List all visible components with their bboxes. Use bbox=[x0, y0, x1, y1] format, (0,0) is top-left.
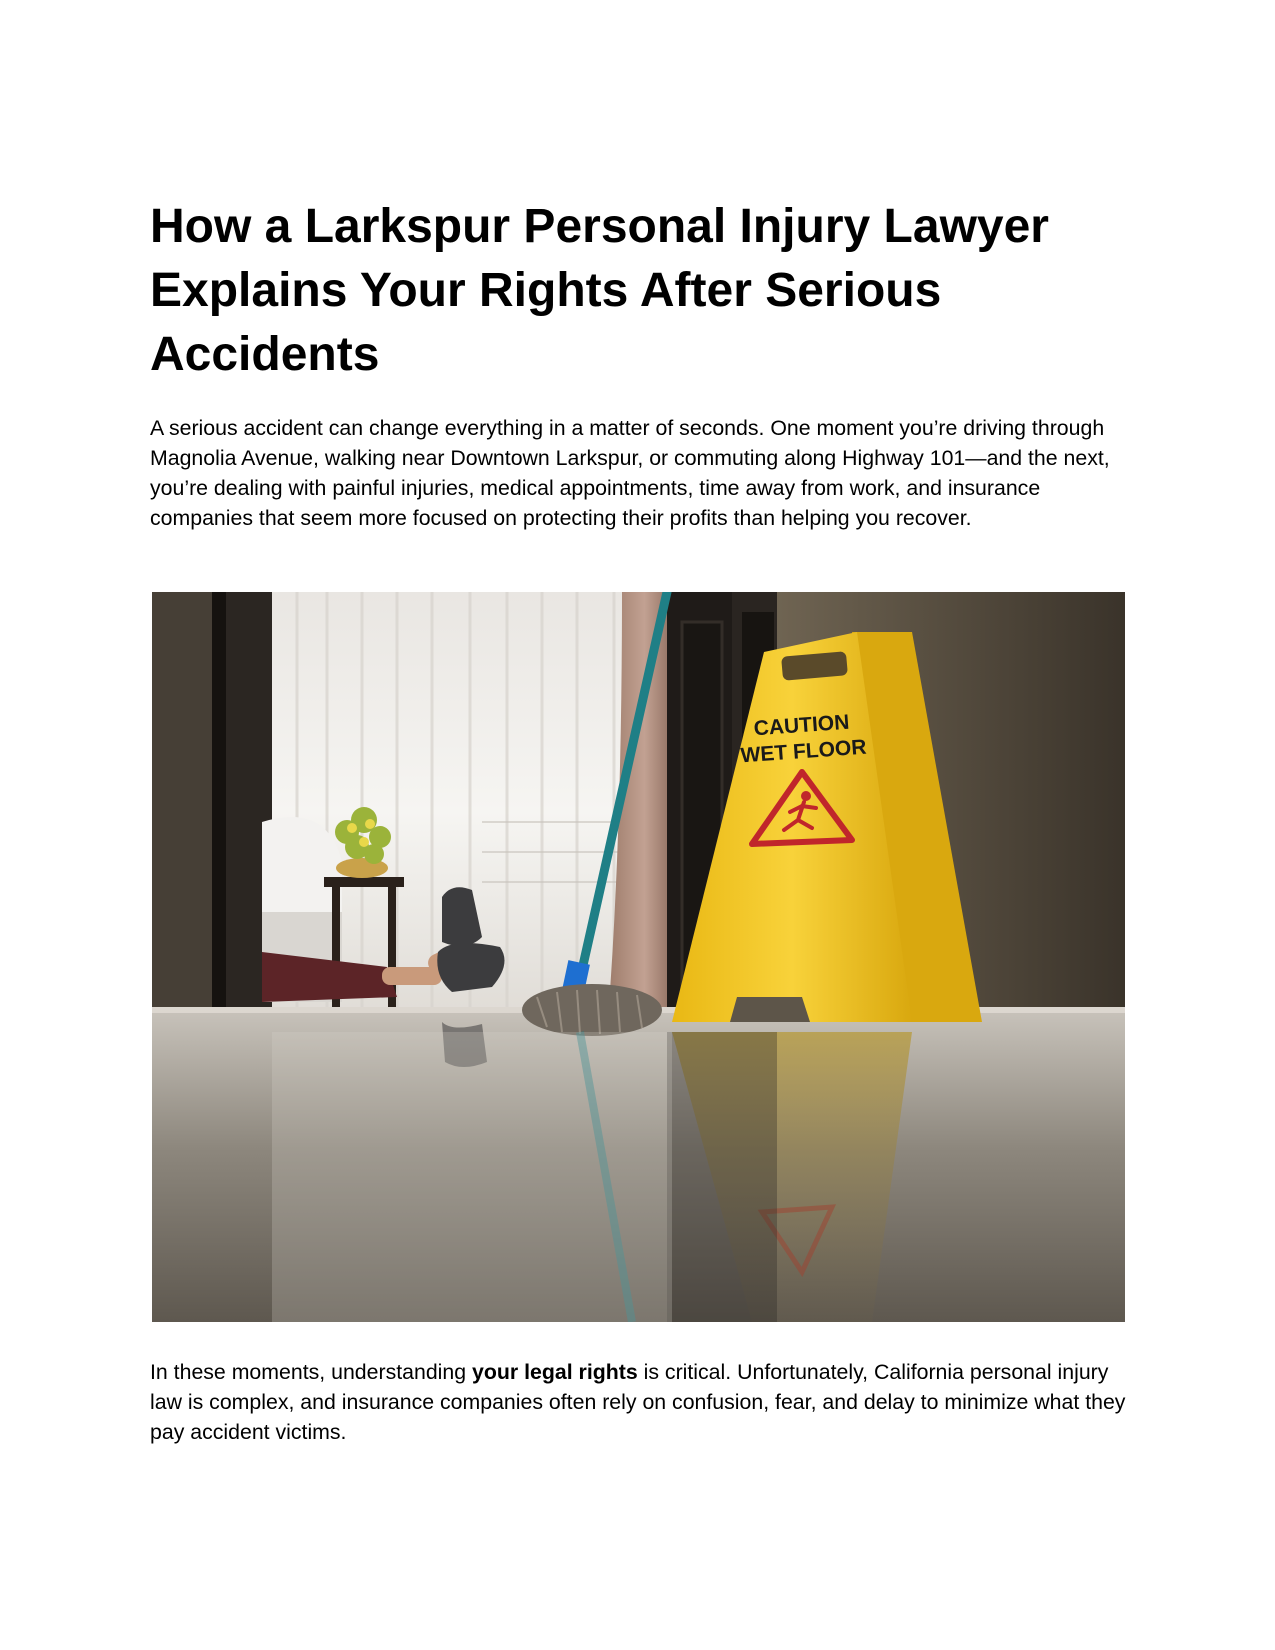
sign-wet-floor-text: WET FLOOR bbox=[739, 735, 868, 768]
intro-paragraph: A serious accident can change everything in a matter of seconds. One moment you’re driving through Magnolia Avenue, walking near Downtown Larkspur, or commuting along Highway 101—and the next, you’re dealing with painful injuries, medical appointments, time away from work, and insurance companies that seem more focused on protecting their profits than helping you recover. bbox=[150, 416, 1110, 530]
legal-rights-emphasis: your legal rights bbox=[472, 1360, 638, 1384]
rights-paragraph bbox=[150, 1357, 1130, 1447]
rights-paragraph-lead: In these moments, understanding bbox=[150, 1360, 473, 1384]
photo-illustration bbox=[152, 592, 1125, 1322]
sign-caution-text: CAUTION bbox=[753, 710, 851, 741]
wet-floor-accident-photo bbox=[152, 592, 1125, 1322]
article-title: How a Larkspur Personal Injury Lawyer Explains Your Rights After Serious Accidents bbox=[150, 200, 1049, 381]
rights-paragraph-rest: is critical. Unfortunately, California personal injury law is complex, and insurance companies often rely on confusion, fear, and delay to minimize what they pay accident victims. bbox=[150, 1360, 1126, 1444]
